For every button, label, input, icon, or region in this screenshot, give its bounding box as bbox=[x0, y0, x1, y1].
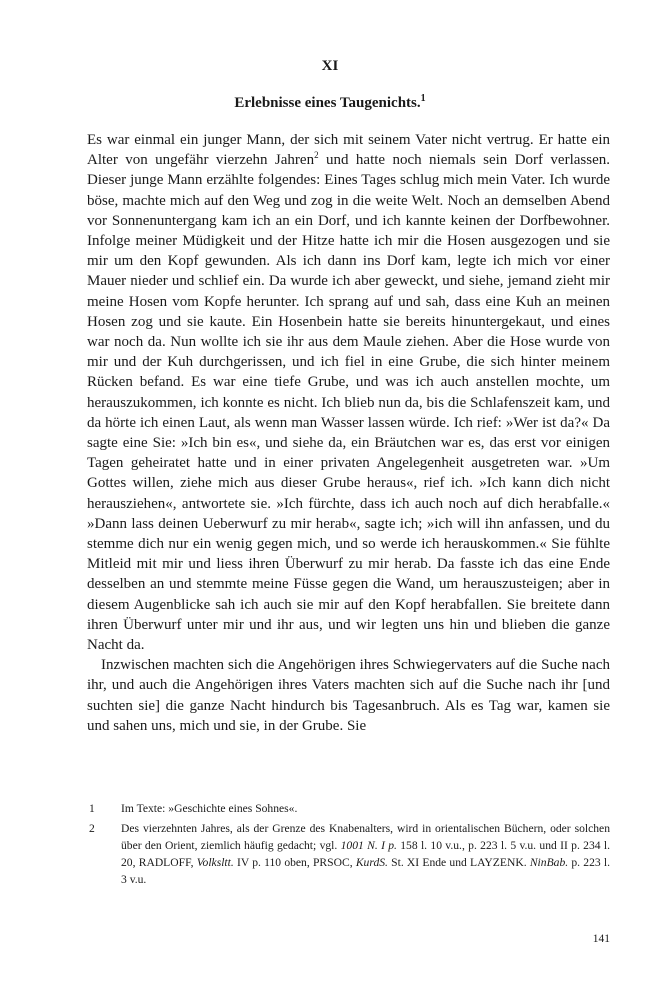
footnote-1 bbox=[87, 800, 610, 817]
paragraph-2: Inzwischen machten sich die Angehörigen ihres Schwiegervaters auf die Suche nach ihr, und auch die Angehörigen ihres Vaters machten sich auf die Suche nach ihr [und suchten sie] die ganze Nacht hindurch bis Tagesanbruch. Als es Tag war, kamen sie und sahen uns, mich und sie, in der Grube. Sie bbox=[87, 657, 610, 734]
footnotes bbox=[87, 800, 610, 891]
paragraph-1: Es war einmal ein junger Mann, der sich mit seinem Vater nicht vertrug. Er hatte ein Alter von ungefähr vierzehn Jahren$^2$ und hatte noch niemals sein Dorf verlassen. Dieser junge Mann erzählte folgendes: Eines Tages schlug mich mein Vater. Ich wurde böse, machte mich auf den Weg und zog in die weite Welt. Noch an demselben Abend vor Sonnenuntergang kam ich an ein Dorf, und ich kannte keinen der Dorfbewohner. Infolge meiner Müdigkeit und der Hitze hatte ich mir die Hosen ausgezogen und sie mir um den Kopf gewunden. Als ich dann ins Dorf kam, legte ich mich vor einer Mauer nieder und schlief ein. Da wurde ich aber geweckt, und siehe, jemand zieht mir meine Hosen vom Kopfe herunter. Ich sprang auf und sah, dass eine Kuh an meinen Hosen zog und sie kaute. Ein Hosenbein hatte sie bereits hinuntergekaut, und eines war noch da. Nun wollte ich sie ihr aus dem Maule ziehen. Aber die Hose wurde von mir und der Kuh durchgerissen, und ich fiel in eine Grube, die sich hinter meinem Rücken befand. Es war eine tiefe Grube, und was ich auch anstellen mochte, um herauszukommen, ich konnte es nicht. Ich blieb nun da, bis die Schlafenszeit kam, und da hörte ich einen Laut, als wenn man Wasser lassen würde. Ich rief: »Wer ist da?« Da sagte eine Sie: »Ich bin es«, und siehe da, ein Bräutchen war es, das erst vor einigen Tagen geheiratet hatte und in einer privaten Angelegenheit ausgetreten war. »Um Gottes willen, ziehe mich aus dieser Grube heraus«, rief ich. »Ich kann dich nicht herausziehen«, antwortete sie. »Ich fürchte, dass ich auch noch auf dich herabfalle.« »Dann lass deinen Ueberwurf zu mir herab«, sagte ich; »ich will ihn anfassen, und du stemme dich nur ein wenig gegen mich, und so werde ich herauskommen.« Sie fühlte Mitleid mit mir und liess ihren Überwurf zu mir herab. Da fasste ich das eine Ende desselben an und stemmte meine Füsse gegen die Wand, um herauszusteigen; aber in diesem Augenblicke sah ich auch sie mir auf den Kopf herabfallen. Sie breitete dann ihren Überwurf unter mir und ihr aus, und wir legten uns hin und blieben die ganze Nacht da. bbox=[87, 132, 610, 654]
story-title-text: Erlebnisse eines Taugenichts. bbox=[234, 95, 421, 111]
footnote-2 bbox=[87, 820, 610, 888]
footnote-number: 2 bbox=[89, 822, 95, 835]
footnote-text: Im Texte: »Geschichte eines Sohnes«. bbox=[121, 802, 298, 815]
story-title bbox=[0, 93, 660, 112]
footnote-number: 1 bbox=[89, 802, 95, 815]
chapter-number: XI bbox=[321, 58, 339, 74]
title-footnote-ref: 1 bbox=[420, 93, 426, 104]
page-number: 141 bbox=[592, 933, 610, 945]
body-text bbox=[87, 130, 610, 736]
footnote-text: Des vierzehnten Jahres, als der Grenze des Knabenalters, wird in orientalischen Büchern, oder solchen über den Orient, ziemlich häufig gedacht; vgl. 1001 N. I p. 158 l. 10 v.u., p. 223 l. 5 v.u. und II p. 234 l. 20, RADLOFF, Volksltt. IV p. 110 oben, PRSOC, KurdS. St. XI Ende und LAYZENK. NinBab. p. 223 l. 3 v.u. bbox=[121, 822, 611, 886]
footnote-ref-2: 2 bbox=[314, 150, 319, 161]
